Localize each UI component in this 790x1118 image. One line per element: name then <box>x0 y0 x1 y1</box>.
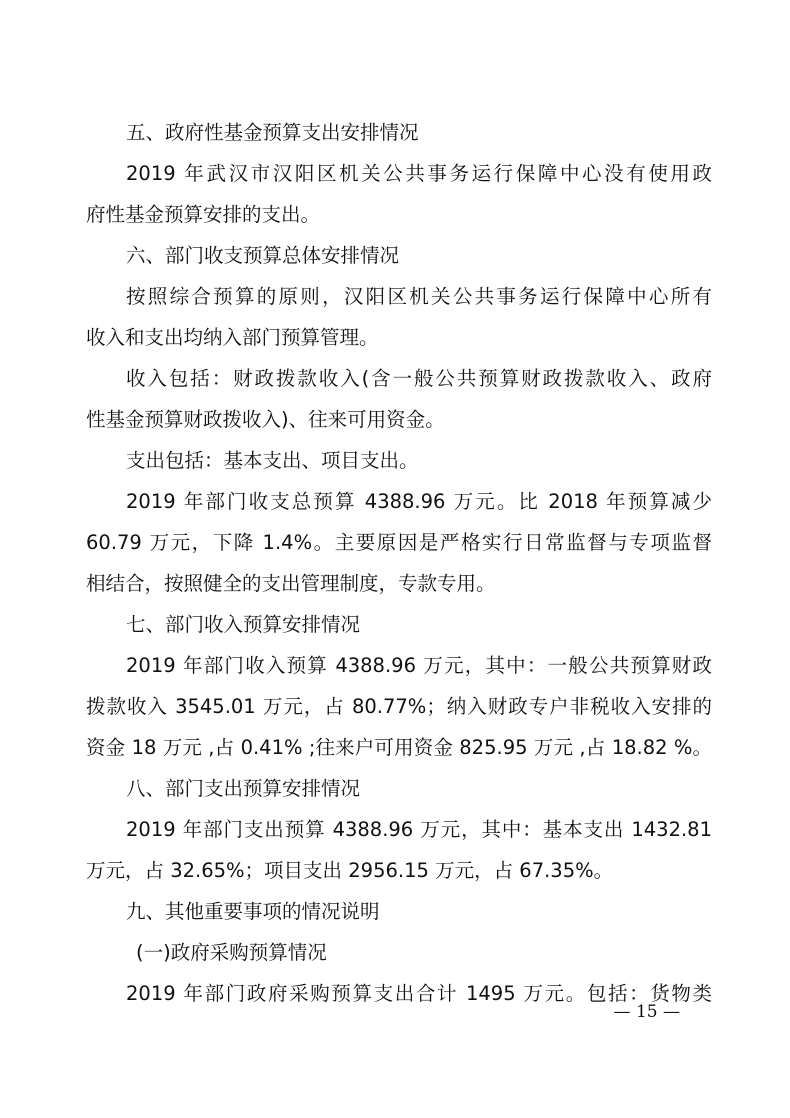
paragraph-line: 按照综合预算的原则，汉阳区机关公共事务运行保障中心所有 <box>126 285 712 308</box>
section-heading-9: 九、其他重要事项的情况说明 <box>126 900 380 923</box>
subsection-heading: (一)政府采购预算情况 <box>136 941 327 964</box>
paragraph-line: 2019 年部门收支总预算 4388.96 万元。比 2018 年预算减少 <box>126 490 712 513</box>
paragraph-line: 拨款收入 3545.01 万元，占 80.77%；纳入财政专户非税收入安排的 <box>86 695 712 718</box>
paragraph-line: 万元，占 32.65%；项目支出 2956.15 万元，占 67.35%。 <box>86 859 614 882</box>
section-heading-6: 六、部门收支预算总体安排情况 <box>126 244 400 267</box>
paragraph-line: 相结合，按照健全的支出管理制度，专款专用。 <box>86 572 496 595</box>
paragraph-line: 2019 年武汉市汉阳区机关公共事务运行保障中心没有使用政 <box>126 162 712 185</box>
paragraph-line: 60.79 万元，下降 1.4%。主要原因是严格实行日常监督与专项监督 <box>86 531 712 554</box>
paragraph-line: 收入和支出均纳入部门预算管理。 <box>86 326 379 349</box>
paragraph-line: 资金 18 万元 ,占 0.41% ;往来户可用资金 825.95 万元 ,占 18.82 %。 <box>86 736 712 759</box>
page-number: — 15 — <box>613 1002 680 1022</box>
paragraph-line: 收入包括：财政拨款收入(含一般公共预算财政拨款收入、政府 <box>126 367 712 390</box>
paragraph-line: 性基金预算财政拨收入)、往来可用资金。 <box>86 408 445 431</box>
body-text <box>86 112 712 1014</box>
section-heading-5: 五、政府性基金预算支出安排情况 <box>126 121 419 144</box>
paragraph-line: 支出包括：基本支出、项目支出。 <box>126 449 419 472</box>
paragraph-line: 2019 年部门支出预算 4388.96 万元，其中：基本支出 1432.81 <box>126 818 712 841</box>
paragraph-line: 2019 年部门收入预算 4388.96 万元，其中：一般公共预算财政 <box>126 654 712 677</box>
paragraph-line: 府性基金预算安排的支出。 <box>86 203 321 226</box>
paragraph-line: 2019 年部门政府采购预算支出合计 1495 万元。包括：货物类 <box>126 982 712 1005</box>
section-heading-7: 七、部门收入预算安排情况 <box>126 613 361 636</box>
section-heading-8: 八、部门支出预算安排情况 <box>126 777 361 800</box>
